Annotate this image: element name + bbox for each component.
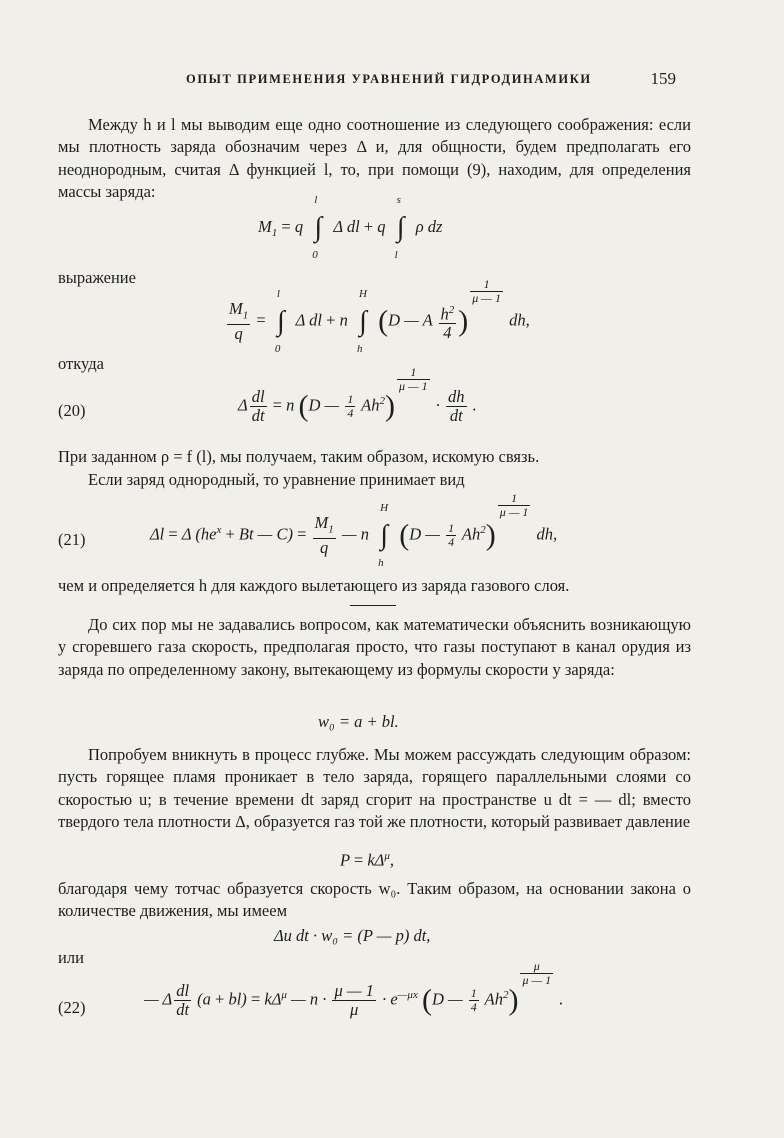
paragraph-2: При заданном ρ = f (l), мы получаем, таким образом, искомую связь. (58, 447, 540, 466)
equation-22: — Δ $\frac{dl}{dt}$ $(a + bl) = k\Delta^\mu$ — n · $\frac{\mu — 1}{\mu}$ · $e^{—\mu x}$ (D — $\frac{1}{4}$ Ah$^2$) $\frac{\mu}{\mu — 1}$ . (144, 959, 564, 1019)
paragraph-7: благодаря чему тотчас образуется скорость w₀. Таким образом, на основании закона о количестве движения, мы имеем (58, 879, 691, 921)
page-header (186, 69, 676, 94)
equation-momentum: Δu dt · w₀ = (P — p) dt, (274, 926, 431, 945)
equation-pressure: $P = k\Delta^\mu$, (340, 850, 395, 870)
section-divider (350, 605, 396, 606)
equation-21: Δl = Δ ($he^x + Bt$ — C) = $\frac{M_1}{q}$ — n ∫ H h (D — $\frac{1}{4}$ Ah$^2$) $\frac{1}{\mu — 1}$ dh, (150, 491, 558, 569)
equation-20-label: (20) (58, 401, 86, 420)
paragraph-1: Между h и l мы выводим еще одно соотношение из следующего соображения: если мы плотность заряда обозначим через Δ и, для общности, будем предполагать его неоднородным, считая Δ функцией l, то, при помощи (9), находим, для определения массы заряда: (58, 115, 691, 202)
paragraph-5: До сих пор мы не задавались вопросом, как математически объяснить возникающую у сгоревшего газа скорость, предполагая просто, что газы поступают в канал орудия из заряда по определенному закону, вытекающему из формулы скорости у заряда: (58, 615, 691, 679)
equation-velocity: w₀ = a + bl. (318, 712, 399, 731)
paragraph-3: Если заряд однородный, то уравнение принимает вид (88, 470, 465, 489)
equation-mass: $M_1 = q$ ∫ l 0 Δ dl + q ∫ s l ρ dz (258, 194, 443, 261)
paragraph-4: чем и определяется h для каждого вылетающего из заряда газового слоя. (58, 576, 570, 595)
equation-21-label: (21) (58, 530, 86, 549)
word-otkuda: откуда (58, 354, 104, 373)
running-title: ОПЫТ ПРИМЕНЕНИЯ УРАВНЕНИЙ ГИДРОДИНАМИКИ (186, 72, 592, 86)
word-vyrazhenie: выражение (58, 268, 136, 287)
equation-20: Δ $\frac{dl}{dt}$ = n (D — $\frac{1}{4}$ Ah$^2$) $\frac{1}{\mu — 1}$ · $\frac{dh}{dt}$ . (238, 365, 477, 425)
equation-mass-ratio: $\frac{M_1}{q}$ = ∫ l 0 Δ dl + n ∫ H h (D — A $\frac{h^2}{4}$ ) $\frac{1}{\mu — 1}$ dh, (229, 277, 530, 355)
page-number: 159 (650, 69, 676, 88)
paragraph-6: Попробуем вникнуть в процесс глубже. Мы можем рассуждать следующим образом: пусть горящее пламя проникает в тело заряда, горящего параллельными слоями со скоростью u; в течение времени dt заряд сгорит на пространстве u dt = — dl; вместо твердого тела плотности Δ, образуется газ той же плотности, который развивает давление (58, 745, 691, 832)
word-ili: или (58, 948, 84, 967)
equation-22-label: (22) (58, 998, 86, 1017)
